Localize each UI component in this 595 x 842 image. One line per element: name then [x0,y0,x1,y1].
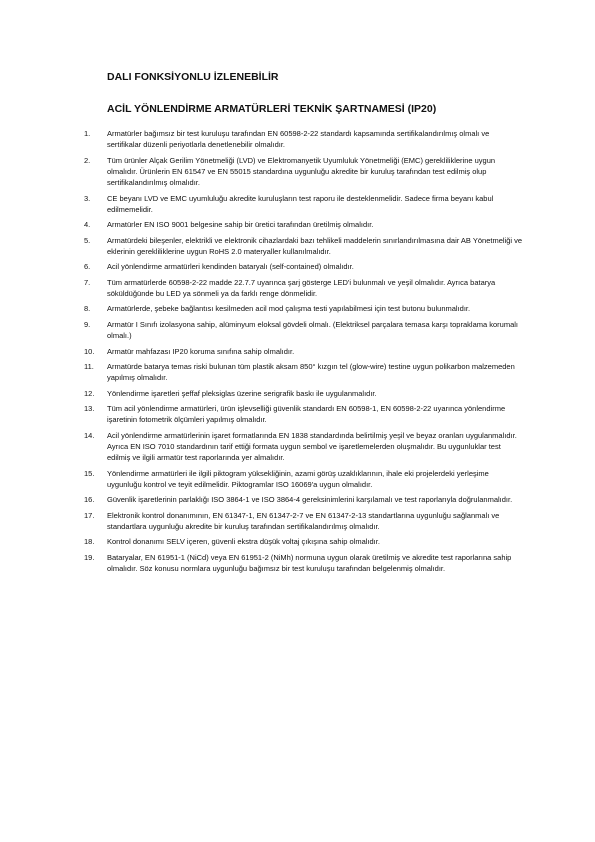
spec-item-text: Yönlendirme armatürleri ile ilgili piktogram yüksekliğinin, azami görüş uzaklıklarının, ihale eki projelerdeki yerleşime uygunluğu kontrol ve teyit edilmelidir. Piktogramlar ISO 16069'a uygun olmalıdır. [107,468,489,489]
spec-item-text: Armatürlerde, şebeke bağlantısı kesilmeden acil mod çalışma testi yapılabilmesi için test butonu bulunmalıdır. [107,304,471,314]
spec-item-number: 17. [84,510,95,520]
spec-item [84,235,524,258]
spec-item-text: Armatürler bağımsız bir test kuruluşu tarafından EN 60598-2-22 standardı kapsamında sertifikalandırılmış olmalı ve sertifikalar düzenli periyotlarla denetlenebilir olmalıdır. [107,129,490,150]
document-title-line1: DALI FONKSİYONLU İZLENEBİLİR [107,71,279,83]
spec-item [84,510,524,533]
spec-item [84,319,524,342]
spec-item-text: Acil yönlendirme armatürlerinin işaret formatlarında EN 1838 standardında belirtilmiş yeşil ve beyaz oranları uygulanmalıdır. Ayrıca EN ISO 7010 standardının tarif ettiği formata uygun sembol ve işaretlemelerden oluşmalıdır. Bu uygunluklar test edilmiş ve ilgili armatür test raporlarında yer almalıdır. [107,430,517,463]
spec-item-number: 14. [84,430,95,440]
spec-item-text: Kontrol donanımı SELV içeren, güvenli ekstra düşük voltaj çıkışına sahip olmalıdır. [107,537,380,547]
spec-item-text: Bataryalar, EN 61951-1 (NiCd) veya EN 61951-2 (NiMh) normuna uygun olarak üretilmiş ve akredite test raporlarına sahip olmalıdır. Söz konusu normlara uygunluğu bağımsız bir test kuruluşu tarafından belgelenmiş olmalıdır. [107,552,512,573]
spec-item-number: 19. [84,552,95,562]
spec-item-text: Acil yönlendirme armatürleri kendinden bataryalı (self-contained) olmalıdır. [107,262,354,272]
spec-item-number: 4. [84,220,91,230]
spec-item-number: 7. [84,277,91,287]
spec-item [84,430,524,464]
spec-item-number: 10. [84,346,95,356]
spec-item-number: 8. [84,304,91,314]
spec-item-number: 2. [84,155,91,165]
spec-item [84,219,524,230]
spec-item [84,403,524,426]
spec-item-number: 18. [84,537,95,547]
spec-item [84,468,524,491]
spec-item-text: Tüm acil yönlendirme armatürleri, ürün işlevselliği güvenlik standardı EN 60598-1, EN 60598-2-22 uyarınca yönlendirme işaretinin fotometrik ölçümleri yapılmış olmalıdır. [107,403,506,425]
spec-item-number: 6. [84,262,91,272]
spec-item [84,494,524,505]
spec-item-number: 13. [84,403,95,413]
specification-list [84,128,524,578]
spec-item [84,128,524,151]
spec-item-text: Yönlendirme işaretleri şeffaf pleksiglas üzerine serigrafik baskı ile uygulanmalıdır. [107,388,377,398]
spec-item-text: Elektronik kontrol donanımının, EN 61347-1, EN 61347-2-7 ve EN 61347-2-13 standartlarına uygunluğu sağlanmalı ve standartlara uygunluğu akredite bir kuruluş tarafından sertifikalandırılmış olmalıdır. [107,510,500,531]
spec-item [84,361,524,384]
spec-item-text: Armatürde batarya temas riski bulunan tüm plastik aksam 850° kızgın tel (glow-wire) testine uygun polikarbon malzemeden yapılmış olmalıdır. [107,361,515,383]
spec-item [84,155,524,189]
spec-item-number: 9. [84,319,91,329]
spec-item-text: Tüm armatürlerde 60598-2-22 madde 22.7.7 uyarınca şarj gösterge LED'i bulunmalı ve yeşil olmalıdır. Ayrıca batarya söküldüğünde bu LED ya sönmeli ya da farklı renge dönmelidir. [107,277,496,299]
spec-item [84,277,524,300]
spec-item-text: Armatür mahfazası IP20 koruma sınıfına sahip olmalıdır. [107,346,295,356]
spec-item-number: 12. [84,388,95,398]
spec-item-number: 3. [84,193,91,203]
spec-item [84,388,524,399]
spec-item [84,552,524,575]
spec-item-number: 16. [84,495,95,505]
spec-item-text: Armatürdeki bileşenler, elektrikli ve elektronik cihazlardaki bazı tehlikeli maddelerin sınırlandırılmasına dair AB Yönetmeliği ve eklerinin gerekliliklerine uygun RoHS 2.0 materyaller kullanılmalıdır. [107,235,523,257]
spec-item [84,536,524,547]
spec-item-number: 15. [84,468,95,478]
spec-item-text: CE beyanı LVD ve EMC uyumluluğu akredite kuruluşların test raporu ile desteklenmelidir. Sadece firma beyanı kabul edilmemelidir. [107,193,494,215]
spec-item-text: Güvenlik işaretlerinin parlaklığı ISO 3864-1 ve ISO 3864-4 gereksinimlerini karşılamalı ve test raporlarıyla doğrulanmalıdır. [107,495,513,505]
spec-item-text: Armatür I Sınıfı izolasyona sahip, alüminyum eloksal gövdeli olmalı. (Elektriksel parçalara temasa karşı topraklama korumalı olmalı.) [107,319,518,341]
spec-item [84,261,524,272]
spec-item-text: Tüm ürünler Alçak Gerilim Yönetmeliği (LVD) ve Elektromanyetik Uyumluluk Yönetmeliği (EMC) gerekliliklerine uygun olmalıdır. Ürünlerin EN 61547 ve EN 55015 standardına uygunluğu akredite bir kuruluş tarafından test edilmiş olup sertifikalandırılmış olmalıdır. [107,155,496,188]
spec-item [84,346,524,357]
spec-item-number: 11. [84,361,94,371]
spec-item-text: Armatürler EN ISO 9001 belgesine sahip bir üretici tarafından üretilmiş olmalıdır. [107,220,374,230]
spec-item-number: 5. [84,235,91,245]
spec-item [84,303,524,314]
document-title-line2: ACİL YÖNLENDİRME ARMATÜRLERİ TEKNİK ŞARTNAMESİ (IP20) [107,103,437,115]
spec-item [84,193,524,216]
spec-item-number: 1. [84,129,91,138]
